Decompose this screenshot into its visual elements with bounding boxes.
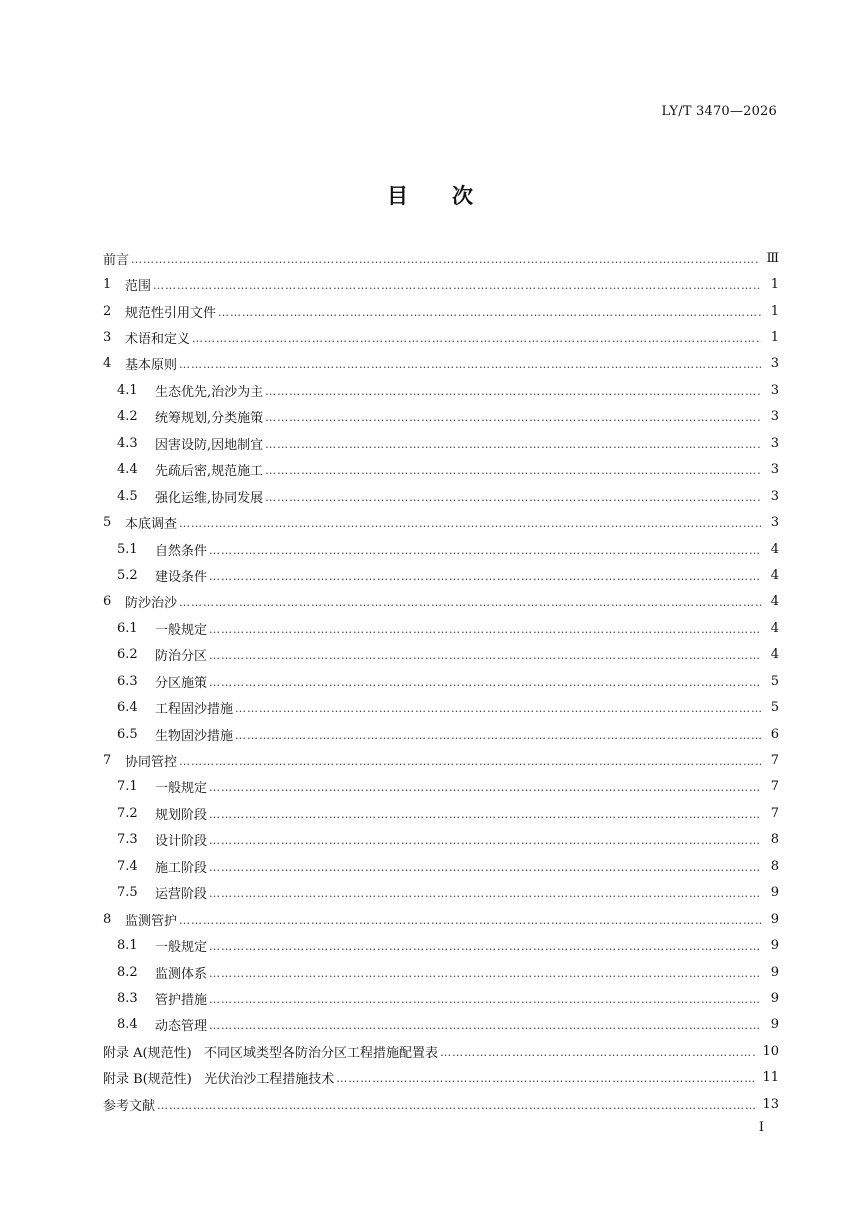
toc-entry-number: 5.2 bbox=[117, 567, 138, 583]
toc-entry-label: 协同管控 bbox=[125, 755, 178, 771]
toc-entry-page: 9 bbox=[770, 911, 779, 927]
toc-entry[interactable] bbox=[103, 1012, 779, 1038]
toc-entry-label: 附录 B(规范性) 光伏治沙工程措施技术 bbox=[103, 1072, 335, 1088]
toc-entry-page: 3 bbox=[770, 462, 779, 478]
toc-entry-number: 4.3 bbox=[117, 435, 138, 451]
toc-entry-label: 生物固沙措施 bbox=[155, 728, 234, 744]
toc-entry-number: 7.1 bbox=[117, 779, 138, 795]
toc-entry[interactable] bbox=[103, 642, 779, 668]
toc-entry[interactable] bbox=[103, 589, 779, 615]
toc-entry-label: 先疏后密,规范施工 bbox=[155, 464, 264, 480]
toc-entry-label: 规范性引用文件 bbox=[125, 305, 217, 321]
toc-dot-leader bbox=[265, 491, 761, 504]
document-code: LY/T 3470—2026 bbox=[661, 104, 777, 119]
toc-dot-leader bbox=[209, 808, 761, 821]
toc-entry-label: 本底调查 bbox=[125, 517, 178, 533]
toc-entry-page: 4 bbox=[770, 647, 779, 663]
toc-entry[interactable] bbox=[103, 509, 779, 535]
toc-dot-leader bbox=[209, 887, 761, 900]
toc-entry-label: 自然条件 bbox=[155, 543, 208, 559]
toc-entry-page: 7 bbox=[770, 779, 779, 795]
toc-entry-label: 工程固沙措施 bbox=[155, 702, 234, 718]
toc-dot-leader bbox=[179, 755, 761, 768]
toc-entry-page: 5 bbox=[770, 700, 779, 716]
toc-entry-number: 8.3 bbox=[117, 990, 138, 1006]
toc-entry[interactable] bbox=[103, 932, 779, 958]
toc-entry-number: 5 bbox=[103, 515, 112, 531]
toc-entry-page: 11 bbox=[762, 1070, 779, 1086]
toc-entry-page: 7 bbox=[770, 753, 779, 769]
toc-entry-label: 防治分区 bbox=[155, 649, 208, 665]
toc-entry-label: 一般规定 bbox=[155, 781, 208, 797]
toc-dot-leader bbox=[209, 676, 761, 689]
toc-entry-label: 运营阶段 bbox=[155, 887, 208, 903]
toc-dot-leader bbox=[265, 438, 761, 451]
toc-dot-leader bbox=[192, 332, 761, 345]
toc-dot-leader bbox=[265, 411, 761, 424]
toc-entry-page: 9 bbox=[770, 990, 779, 1006]
toc-dot-leader bbox=[209, 544, 761, 557]
toc-entry[interactable] bbox=[103, 457, 779, 483]
toc-entry-number: 4.1 bbox=[117, 382, 138, 398]
toc-entry-page: Ⅲ bbox=[766, 250, 779, 266]
toc-dot-leader bbox=[235, 702, 761, 715]
toc-entry-page: 1 bbox=[770, 303, 779, 319]
toc-entry-label: 防沙治沙 bbox=[125, 596, 178, 612]
toc-entry-number: 1 bbox=[103, 277, 112, 293]
toc-entry-number: 8.1 bbox=[117, 938, 138, 954]
toc-entry-label: 监测管护 bbox=[125, 913, 178, 929]
toc-entry[interactable] bbox=[103, 404, 779, 430]
toc-entry-label: 动态管理 bbox=[155, 1019, 208, 1035]
toc-dot-leader bbox=[235, 729, 761, 742]
toc-entry[interactable] bbox=[103, 985, 779, 1011]
toc-entry[interactable] bbox=[103, 694, 779, 720]
toc-entry-label: 术语和定义 bbox=[125, 332, 191, 348]
toc-entry[interactable] bbox=[103, 827, 779, 853]
toc-entry-label: 范围 bbox=[125, 279, 152, 295]
toc-entry-number: 6 bbox=[103, 594, 112, 610]
toc-entry-label: 基本原则 bbox=[125, 358, 178, 374]
toc-dot-leader bbox=[157, 1099, 756, 1112]
toc-entry-number: 7.4 bbox=[117, 858, 138, 874]
toc-entry-page: 3 bbox=[770, 488, 779, 504]
toc-entry-number: 6.3 bbox=[117, 673, 138, 689]
toc-dot-leader bbox=[440, 1046, 756, 1059]
toc-entry-number: 7.3 bbox=[117, 832, 138, 848]
toc-entry[interactable] bbox=[103, 483, 779, 509]
toc-entry-page: 4 bbox=[770, 594, 779, 610]
page-title bbox=[0, 180, 860, 210]
toc-entry[interactable] bbox=[103, 245, 779, 271]
toc-entry-page: 9 bbox=[770, 938, 779, 954]
footer-page-number: I bbox=[758, 1120, 764, 1135]
toc-dot-leader bbox=[265, 385, 761, 398]
toc-entry-page: 10 bbox=[762, 1043, 779, 1059]
toc-dot-leader bbox=[218, 306, 761, 319]
toc-entry-label: 设计阶段 bbox=[155, 834, 208, 850]
toc-entry[interactable] bbox=[103, 959, 779, 985]
toc-entry-page: 9 bbox=[770, 1017, 779, 1033]
toc-entry-number: 8 bbox=[103, 911, 112, 927]
toc-entry-label: 统筹规划,分类施策 bbox=[155, 411, 264, 427]
toc-entry-number: 4.4 bbox=[117, 462, 138, 478]
toc-entry[interactable] bbox=[103, 1038, 779, 1064]
toc-dot-leader bbox=[209, 967, 761, 980]
page-title-char-1: 目 bbox=[387, 184, 408, 208]
toc-entry[interactable] bbox=[103, 853, 779, 879]
toc-entry[interactable] bbox=[103, 377, 779, 403]
toc-entry-page: 8 bbox=[770, 858, 779, 874]
toc-entry-label: 参考文献 bbox=[103, 1098, 156, 1114]
toc-entry[interactable] bbox=[103, 430, 779, 456]
toc-entry-label: 规划阶段 bbox=[155, 807, 208, 823]
toc-entry[interactable] bbox=[103, 800, 779, 826]
toc-entry-page: 9 bbox=[770, 885, 779, 901]
toc-entry-number: 7.5 bbox=[117, 885, 138, 901]
toc-entry-page: 3 bbox=[770, 435, 779, 451]
toc-dot-leader bbox=[209, 623, 761, 636]
toc-entry[interactable] bbox=[103, 906, 779, 932]
toc-entry-label: 施工阶段 bbox=[155, 860, 208, 876]
table-of-contents bbox=[103, 245, 779, 1117]
toc-entry[interactable] bbox=[103, 324, 779, 350]
toc-entry-page: 4 bbox=[770, 541, 779, 557]
toc-entry-label: 管护措施 bbox=[155, 992, 208, 1008]
toc-entry-label: 前言 bbox=[103, 252, 130, 268]
toc-entry-number: 4.2 bbox=[117, 409, 138, 425]
toc-entry-page: 3 bbox=[770, 382, 779, 398]
toc-entry[interactable] bbox=[103, 298, 779, 324]
toc-entry-label: 一般规定 bbox=[155, 622, 208, 638]
toc-dot-leader bbox=[209, 649, 761, 662]
toc-dot-leader bbox=[209, 570, 761, 583]
toc-entry-page: 13 bbox=[762, 1096, 779, 1112]
toc-entry-page: 6 bbox=[770, 726, 779, 742]
toc-entry-number: 3 bbox=[103, 330, 112, 346]
toc-entry[interactable] bbox=[103, 1091, 779, 1117]
toc-entry[interactable] bbox=[103, 721, 779, 747]
toc-entry-number: 2 bbox=[103, 303, 112, 319]
toc-entry-number: 4.5 bbox=[117, 488, 138, 504]
toc-entry-page: 3 bbox=[770, 356, 779, 372]
toc-entry-page: 1 bbox=[770, 330, 779, 346]
toc-entry[interactable] bbox=[103, 774, 779, 800]
toc-entry[interactable] bbox=[103, 351, 779, 377]
toc-entry-page: 5 bbox=[770, 673, 779, 689]
toc-dot-leader bbox=[179, 914, 761, 927]
toc-entry-number: 7 bbox=[103, 753, 112, 769]
toc-entry[interactable] bbox=[103, 271, 779, 297]
toc-dot-leader bbox=[179, 517, 761, 530]
toc-dot-leader bbox=[179, 596, 761, 609]
toc-entry-page: 7 bbox=[770, 805, 779, 821]
toc-entry-label: 生态优先,治沙为主 bbox=[155, 384, 264, 400]
toc-entry[interactable] bbox=[103, 668, 779, 694]
toc-entry-number: 6.2 bbox=[117, 647, 138, 663]
toc-entry-label: 建设条件 bbox=[155, 569, 208, 585]
toc-entry-label: 分区施策 bbox=[155, 675, 208, 691]
toc-entry-number: 5.1 bbox=[117, 541, 138, 557]
toc-dot-leader bbox=[131, 253, 760, 266]
toc-entry[interactable] bbox=[103, 615, 779, 641]
toc-dot-leader bbox=[336, 1072, 756, 1085]
toc-entry-page: 3 bbox=[770, 409, 779, 425]
toc-entry-page: 4 bbox=[770, 567, 779, 583]
toc-dot-leader bbox=[209, 940, 761, 953]
toc-dot-leader bbox=[209, 781, 761, 794]
toc-dot-leader bbox=[265, 464, 761, 477]
toc-entry-number: 8.2 bbox=[117, 964, 138, 980]
toc-entry-label: 监测体系 bbox=[155, 966, 208, 982]
toc-entry[interactable] bbox=[103, 880, 779, 906]
toc-entry-page: 8 bbox=[770, 832, 779, 848]
toc-entry[interactable] bbox=[103, 1065, 779, 1091]
toc-dot-leader bbox=[153, 279, 761, 292]
toc-dot-leader bbox=[209, 993, 761, 1006]
toc-entry-label: 附录 A(规范性) 不同区域类型各防治分区工程措施配置表 bbox=[103, 1045, 439, 1061]
toc-entry-page: 9 bbox=[770, 964, 779, 980]
toc-entry-number: 4 bbox=[103, 356, 112, 372]
toc-entry[interactable] bbox=[103, 536, 779, 562]
toc-entry-number: 6.1 bbox=[117, 620, 138, 636]
toc-entry-page: 1 bbox=[770, 277, 779, 293]
toc-entry-label: 因害设防,因地制宜 bbox=[155, 437, 264, 453]
toc-entry-label: 强化运维,协同发展 bbox=[155, 490, 264, 506]
toc-entry-page: 3 bbox=[770, 515, 779, 531]
toc-dot-leader bbox=[209, 861, 761, 874]
toc-entry-number: 7.2 bbox=[117, 805, 138, 821]
toc-entry-page: 4 bbox=[770, 620, 779, 636]
toc-entry[interactable] bbox=[103, 747, 779, 773]
toc-entry-number: 6.4 bbox=[117, 700, 138, 716]
toc-entry-number: 8.4 bbox=[117, 1017, 138, 1033]
toc-entry-number: 6.5 bbox=[117, 726, 138, 742]
toc-dot-leader bbox=[179, 358, 761, 371]
page-title-char-2: 次 bbox=[452, 184, 473, 208]
toc-entry-label: 一般规定 bbox=[155, 940, 208, 956]
toc-entry[interactable] bbox=[103, 562, 779, 588]
toc-dot-leader bbox=[209, 834, 761, 847]
toc-dot-leader bbox=[209, 1019, 761, 1032]
